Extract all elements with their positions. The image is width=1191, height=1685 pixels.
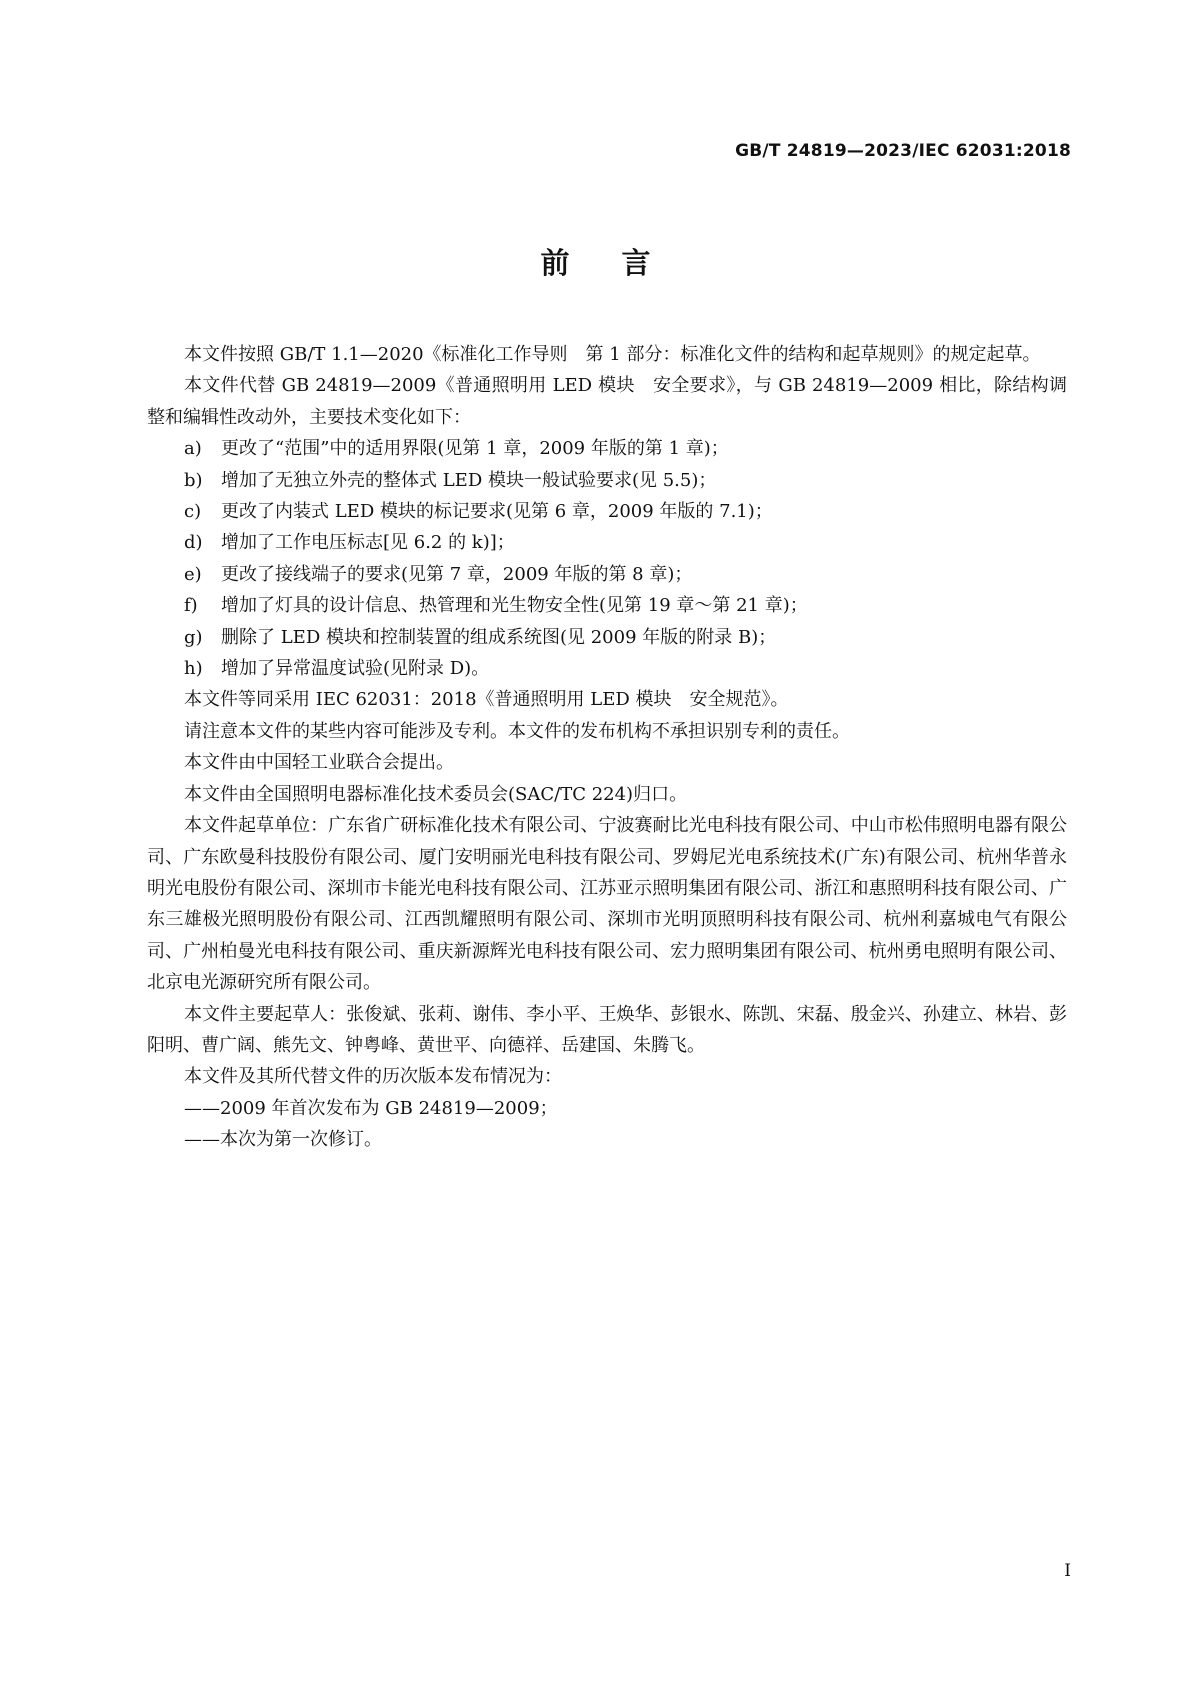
change-text: 增加了无独立外壳的整体式 LED 模块一般试验要求(见 5.5)； <box>221 469 717 491</box>
change-marker: b) <box>184 469 203 491</box>
paragraph-replacement: 本文件代替 GB 24819—2009《普通照明用 LED 模块 安全要求》，与 GB 24819—2009 相比，除结构调整和编辑性改动外，主要技术变化如下： <box>147 375 1067 428</box>
change-item <box>147 527 1067 558</box>
paragraph-patent-notice: 请注意本文件的某些内容可能涉及专利。本文件的发布机构不承担识别专利的责任。 <box>184 720 850 742</box>
paragraph-drafters: 本文件主要起草人：张俊斌、张莉、谢伟、李小平、王焕华、彭银水、陈凯、宋磊、殷金兴、孙建立、林岩、彭阳明、曹广阔、熊先文、钟粤峰、黄世平、向德祥、岳建国、朱腾飞。 <box>147 1003 1067 1056</box>
change-text: 增加了灯具的设计信息、热管理和光生物安全性(见第 19 章～第 21 章)； <box>221 595 808 617</box>
standard-number: GB/T 24819—2023/IEC 62031:2018 <box>735 141 1071 161</box>
change-item <box>147 653 1067 684</box>
change-marker: d) <box>184 532 203 554</box>
history-item: ——本次为第一次修订。 <box>184 1129 382 1151</box>
paragraph-drafting-units: 本文件起草单位：广东省广研标准化技术有限公司、宁波赛耐比光电科技有限公司、中山市松伟照明电器有限公司、广东欧曼科技股份有限公司、厦门安明丽光电科技有限公司、罗姆尼光电系统技术(广东)有限公司、杭州华普永明光电股份有限公司、深圳市卡能光电科技有限公司、江苏亚示照明集团有限公司、浙江和惠照明科技有限公司、广东三雄极光照明股份有限公司、江西凯耀照明有限公司、深圳市光明顶照明科技有限公司、杭州利嘉城电气有限公司、广州柏曼光电科技有限公司、重庆新源辉光电科技有限公司、宏力照明集团有限公司、杭州勇电照明有限公司、北京电光源研究所有限公司。 <box>147 815 1067 994</box>
paragraph-equivalence: 本文件等同采用 IEC 62031：2018《普通照明用 LED 模块 安全规范》。 <box>184 689 789 711</box>
page-number: I <box>1064 1561 1071 1581</box>
change-marker: g) <box>184 626 203 648</box>
page-title: 前言 <box>540 246 703 280</box>
change-text: 增加了异常温度试验(见附录 D)。 <box>221 658 490 680</box>
paragraph-drafting-rules: 本文件按照 GB/T 1.1—2020《标准化工作导则 第 1 部分：标准化文件的结构和起草规则》的规定起草。 <box>184 344 1041 365</box>
change-text: 更改了接线端子的要求(见第 7 章，2009 年版的第 8 章)； <box>221 563 693 585</box>
change-text: 更改了“范围”中的适用界限(见第 1 章，2009 年版的第 1 章)； <box>221 438 729 460</box>
foreword-body <box>147 339 1067 1156</box>
paragraph-committee: 本文件由全国照明电器标准化技术委员会(SAC/TC 224)归口。 <box>184 783 688 805</box>
change-item <box>147 559 1067 590</box>
change-text: 更改了内装式 LED 模块的标记要求(见第 6 章，2009 年版的 7.1)； <box>221 501 773 523</box>
change-text: 删除了 LED 模块和控制装置的组成系统图(见 2009 年版的附录 B)； <box>221 626 777 648</box>
change-item <box>147 590 1067 621</box>
change-marker: h) <box>184 658 203 680</box>
change-item <box>147 496 1067 527</box>
change-text: 增加了工作电压标志[见 6.2 的 k)]； <box>221 532 515 554</box>
change-item <box>147 465 1067 496</box>
history-item: ——2009 年首次发布为 GB 24819—2009； <box>184 1097 558 1119</box>
change-marker: f) <box>184 595 198 617</box>
change-item <box>147 622 1067 653</box>
change-item <box>147 433 1067 464</box>
change-marker: a) <box>184 438 202 460</box>
change-marker: c) <box>184 501 202 523</box>
paragraph-proposer: 本文件由中国轻工业联合会提出。 <box>184 752 454 774</box>
paragraph-history-intro: 本文件及其所代替文件的历次版本发布情况为： <box>184 1066 562 1088</box>
change-marker: e) <box>184 563 202 585</box>
